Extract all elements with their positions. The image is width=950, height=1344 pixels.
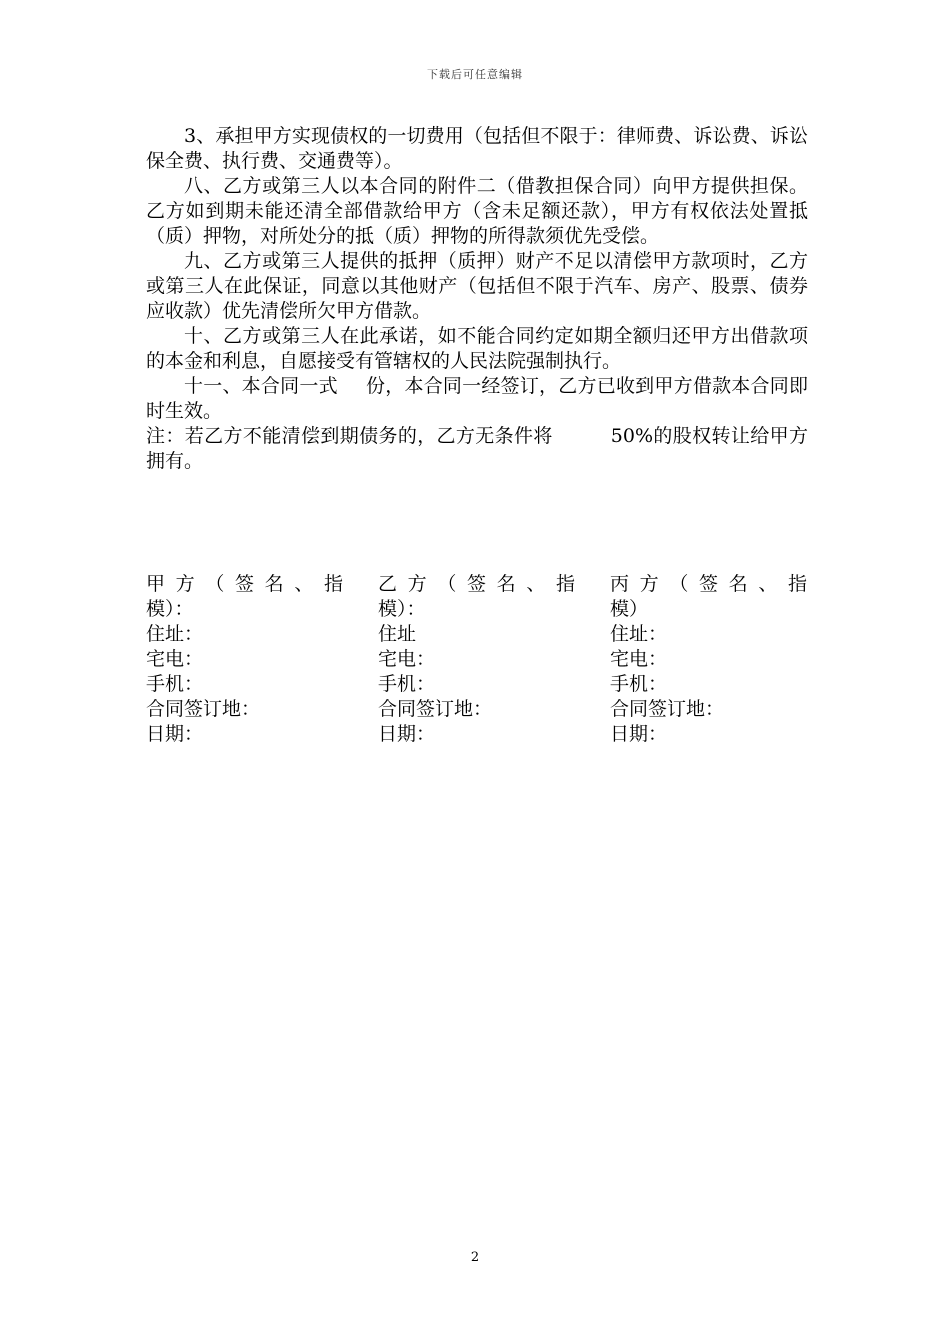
- party-c-title: 丙方（签名、指: [610, 573, 810, 595]
- party-b-title: 乙方（签名、指: [378, 573, 578, 595]
- party-a-title-cont: 模）：: [146, 598, 194, 620]
- clause-11-paragraph: [146, 374, 808, 424]
- party-a-date: 日期：: [146, 723, 204, 745]
- clause-9-paragraph: 九、乙方或第三人提供的抵押（质押）财产不足以清偿甲方款项时，乙方或第三人在此保证，同意以其他财产（包括但不限于汽车、房产、股票、债券应收款）优先清偿所欠甲方借款。: [146, 250, 808, 322]
- party-a-address: 住址：: [146, 623, 204, 645]
- party-a-mobile: 手机：: [146, 673, 204, 695]
- clause-3-paragraph: 3、承担甲方实现债权的一切费用（包括但不限于：律师费、诉讼费、诉讼保全费、执行费、交通费等）。: [146, 125, 808, 172]
- clause-11-text-end: 份，本合同一经签订，乙方已收到甲方借款本合同即时生效。: [146, 375, 808, 422]
- party-a-sign-place: 合同签订地：: [146, 698, 261, 720]
- party-c-sign-place: 合同签订地：: [610, 698, 725, 720]
- party-c-address: 住址：: [610, 623, 668, 645]
- party-b-address: 住址: [378, 623, 417, 645]
- clause-11-text-start: 十一、本合同一式: [184, 375, 338, 397]
- party-b-mobile: 手机：: [378, 673, 436, 695]
- page-number: 2: [470, 1250, 480, 1265]
- party-c-title-cont: 模）: [610, 598, 649, 620]
- party-b-title-cont: 模）：: [378, 598, 426, 620]
- clause-8-paragraph: 八、乙方或第三人以本合同的附件二（借教担保合同）向甲方提供担保。乙方如到期未能还清全部借款给甲方（含未足额还款），甲方有权依法处置抵（质）押物，对所处分的抵（质）押物的所得款须优先受偿。: [146, 175, 808, 247]
- contract-body: [146, 124, 808, 474]
- note-text-start: 注：若乙方不能清偿到期债务的，乙方无条件将: [146, 425, 553, 447]
- party-b-date: 日期：: [378, 723, 436, 745]
- party-a-home-phone: 宅电：: [146, 648, 204, 670]
- party-c-mobile: 手机：: [610, 673, 668, 695]
- party-a-title: 甲方（签名、指: [146, 573, 346, 595]
- party-c-signature: [610, 572, 810, 747]
- party-c-date: 日期：: [610, 723, 668, 745]
- note-text-end: 50%的股权转让给甲方拥有。: [146, 425, 808, 472]
- party-b-sign-place: 合同签订地：: [378, 698, 493, 720]
- clause-10-paragraph: 十、乙方或第三人在此承诺，如不能合同约定如期全额归还甲方出借款项的本金和利息，自愿接受有管辖权的人民法院强制执行。: [146, 325, 808, 372]
- party-b-signature: [378, 572, 578, 747]
- party-a-signature: [146, 572, 346, 747]
- party-b-home-phone: 宅电：: [378, 648, 436, 670]
- note-paragraph: [146, 424, 808, 474]
- party-c-home-phone: 宅电：: [610, 648, 668, 670]
- header-note: 下载后可任意编辑: [427, 68, 523, 81]
